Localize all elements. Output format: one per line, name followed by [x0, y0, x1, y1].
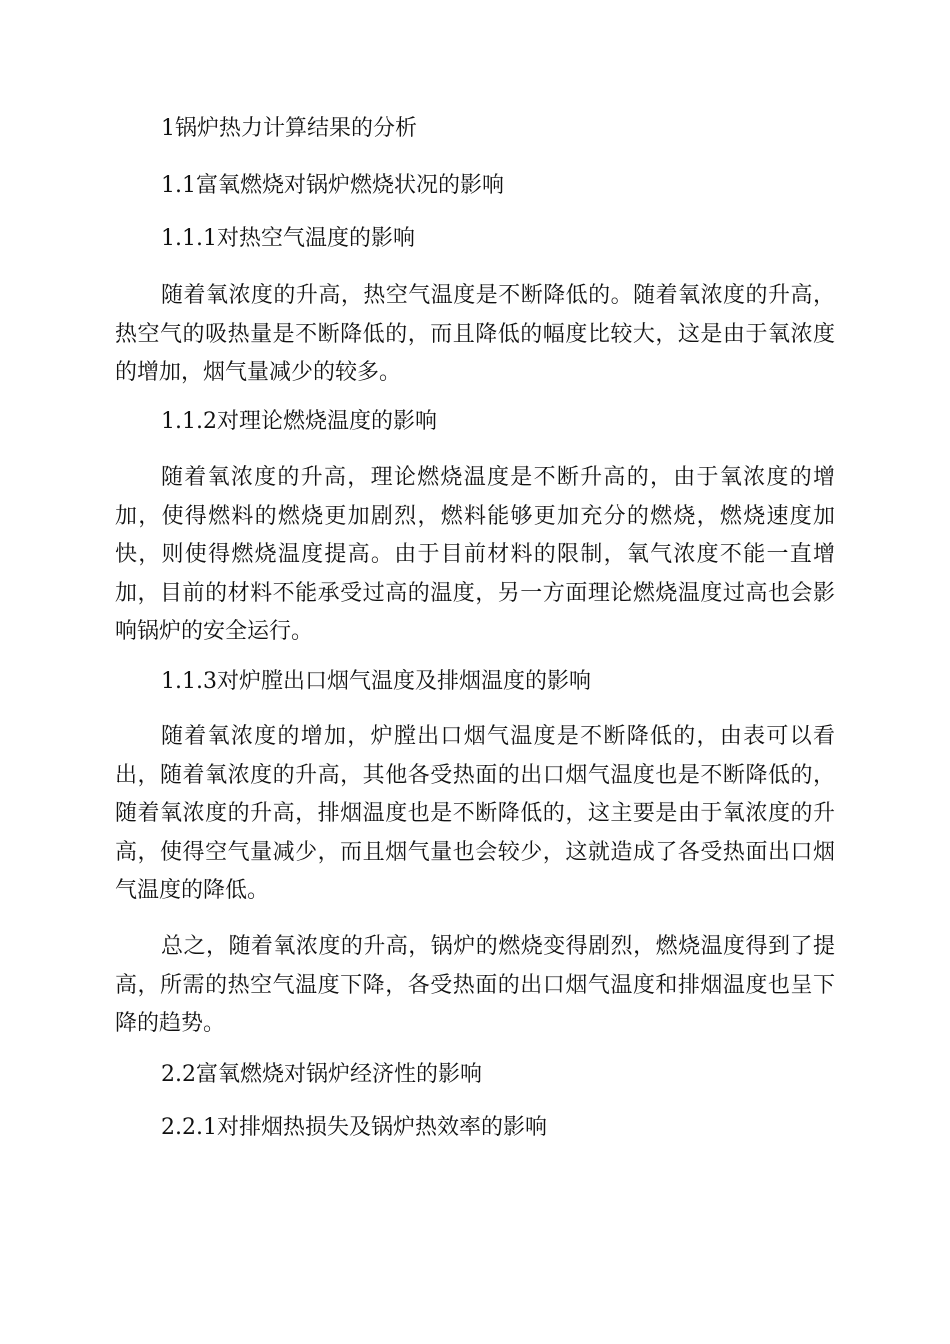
- paragraph-furnace-exit-temperature: 随着氧浓度的增加，炉膛出口烟气温度是不断降低的，由表可以看出，随着氧浓度的升高，其他各受热面的出口烟气温度也是不断降低的，随着氧浓度的升高，排烟温度也是不断降低的，这主要是由于氧浓度的升高，使得空气量减少，而且烟气量也会较少，这就造成了各受热面出口烟气温度的降低。: [115, 724, 835, 903]
- paragraph-hot-air-temperature: 随着氧浓度的升高，热空气温度是不断降低的。随着氧浓度的升高，热空气的吸热量是不断降低的，而且降低的幅度比较大，这是由于氧浓度的增加，烟气量减少的较多。: [115, 283, 835, 385]
- section-heading-1-1-2: 1.1.2对理论燃烧温度的影响: [161, 409, 437, 434]
- paragraph-theoretical-combustion-temperature: 随着氧浓度的升高，理论燃烧温度是不断升高的，由于氧浓度的增加，使得燃料的燃烧更加剧烈，燃料能够更加充分的燃烧，燃烧速度加快，则使得燃烧温度提高。由于目前材料的限制，氧气浓度不能一直增加，目前的材料不能承受过高的温度，另一方面理论燃烧温度过高也会影响锅炉的安全运行。: [115, 465, 835, 644]
- section-heading-2-2-1: 2.2.1对排烟热损失及锅炉热效率的影响: [161, 1115, 547, 1140]
- section-heading-1-1-3: 1.1.3对炉膛出口烟气温度及排烟温度的影响: [161, 669, 591, 694]
- section-heading-2-2: 2.2富氧燃烧对锅炉经济性的影响: [161, 1062, 482, 1087]
- section-heading-1-1: 1.1富氧燃烧对锅炉燃烧状况的影响: [161, 173, 504, 198]
- section-heading-1-1-1: 1.1.1对热空气温度的影响: [161, 226, 415, 251]
- section-heading-1: 1锅炉热力计算结果的分析: [161, 116, 417, 141]
- paragraph-summary: 总之，随着氧浓度的升高，锅炉的燃烧变得剧烈，燃烧温度得到了提高，所需的热空气温度下降，各受热面的出口烟气温度和排烟温度也呈下降的趋势。: [115, 934, 835, 1036]
